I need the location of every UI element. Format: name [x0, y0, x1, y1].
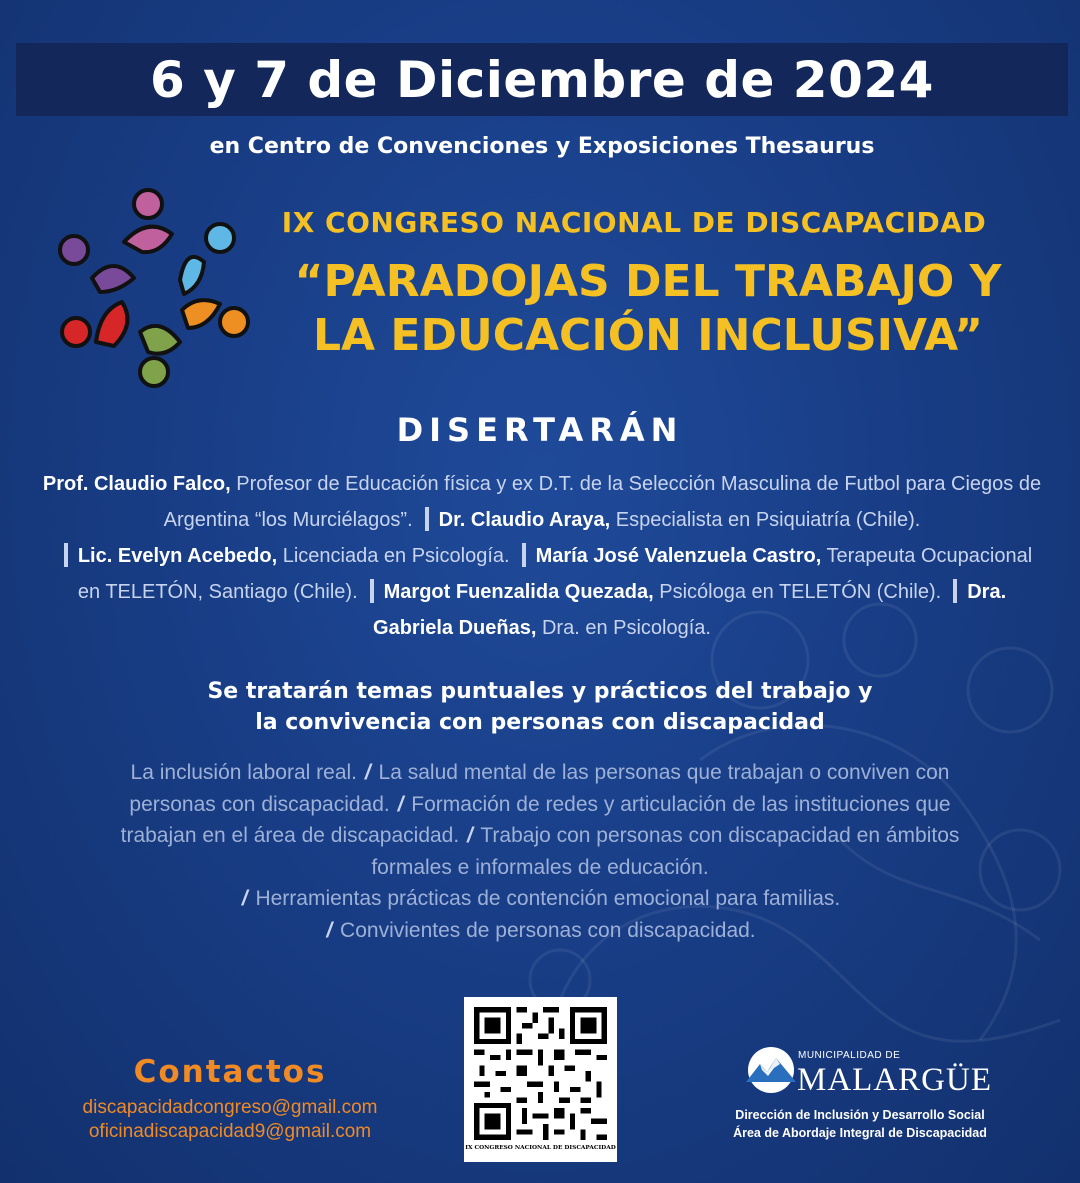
- topic-separator: /: [364, 761, 371, 784]
- topic-item: Herramientas prácticas de contención emocional para familias.: [255, 887, 841, 910]
- congress-logo: [52, 182, 258, 408]
- topic-separator: /: [397, 792, 404, 816]
- topic-separator: /: [326, 918, 333, 942]
- qr-caption: IX CONGRESO NACIONAL DE DISCAPACIDAD: [465, 1145, 616, 1151]
- topics-heading-line-1: Se tratarán temas puntuales y prácticos del trabajo y: [207, 679, 873, 704]
- speaker-name: Dra. Gabriela Dueñas,: [373, 581, 1007, 639]
- topics-heading-line-2: la convivencia con personas con discapacidad: [255, 710, 825, 735]
- mountain-logo-icon: [740, 1046, 802, 1094]
- topic-item: La inclusión laboral real.: [130, 761, 358, 784]
- separator-bar: [953, 579, 957, 603]
- topics-list: [100, 757, 980, 946]
- contact-email-1[interactable]: discapacidadcongreso@gmail.com: [82, 1097, 378, 1118]
- separator-bar: [425, 507, 429, 531]
- speaker-name: Lic. Evelyn Acebedo,: [77, 545, 278, 567]
- municipality-name: MALARGÜE: [797, 1062, 992, 1098]
- venue-text: en Centro de Convenciones y Exposiciones Thesaurus: [209, 134, 875, 159]
- date-banner: [16, 43, 1068, 116]
- congress-subtitle: [258, 255, 1038, 363]
- separator-bar: [370, 579, 374, 603]
- contact-email-2[interactable]: oficinadiscapacidad9@gmail.com: [88, 1121, 372, 1142]
- speaker-description: Profesor de Educación física y ex D.T. de la Selección Masculina de Futbol para Ciegos de Argentina “los Murciélagos”.: [163, 473, 1042, 531]
- speaker-description: Terapeuta Ocupacional en TELETÓN, Santiago (Chile).: [77, 545, 1033, 603]
- separator-bar: [64, 543, 68, 567]
- municipality-label: MUNICIPALIDAD DE: [798, 1050, 901, 1061]
- speaker-description: Dra. en Psicología.: [541, 617, 711, 639]
- speaker-name: Prof. Claudio Falco,: [42, 473, 231, 495]
- speaker-name: María José Valenzuela Castro,: [535, 545, 822, 567]
- speaker-name: Margot Fuenzalida Quezada,: [383, 581, 654, 603]
- subtitle-line-1: “PARADOJAS DEL TRABAJO Y: [294, 256, 1002, 307]
- speakers-list: [40, 466, 1044, 646]
- qr-code-pattern: [474, 1007, 607, 1140]
- congress-title: IX CONGRESO NACIONAL DE DISCAPACIDAD: [281, 206, 987, 239]
- speaker-description: Especialista en Psiquiatría (Chile).: [615, 509, 921, 531]
- separator-bar: [522, 543, 526, 567]
- speaker-description: Psicóloga en TELETÓN (Chile).: [659, 581, 942, 603]
- qr-code[interactable]: [464, 997, 617, 1162]
- topic-separator: /: [241, 887, 248, 910]
- speaker-description: Licenciada en Psicología.: [282, 545, 510, 567]
- topic-item: La salud mental de las personas que trabajan o conviven con personas con discapacidad.: [129, 761, 950, 816]
- subtitle-line-2: LA EDUCACIÓN INCLUSIVA”: [312, 310, 983, 361]
- topic-item: Trabajo con personas con discapacidad en ámbitos formales e informales de educación.: [371, 824, 960, 879]
- topic-separator: /: [467, 824, 473, 847]
- event-date: 6 y 7 de Diciembre de 2024: [150, 50, 934, 109]
- speaker-name: Dr. Claudio Araya,: [438, 509, 611, 531]
- speakers-heading: DISERTARÁN: [396, 411, 684, 449]
- topic-item: Formación de redes y articulación de las instituciones que trabajan en el área de discapacidad.: [120, 792, 951, 847]
- topics-heading: [150, 676, 930, 738]
- municipality-area: Área de Abordaje Integral de Discapacidad: [733, 1126, 987, 1140]
- contacts-title: Contactos: [133, 1054, 327, 1090]
- topic-item: Convivientes de personas con discapacidad.: [340, 918, 756, 942]
- municipality-department: Dirección de Inclusión y Desarrollo Social: [735, 1108, 985, 1122]
